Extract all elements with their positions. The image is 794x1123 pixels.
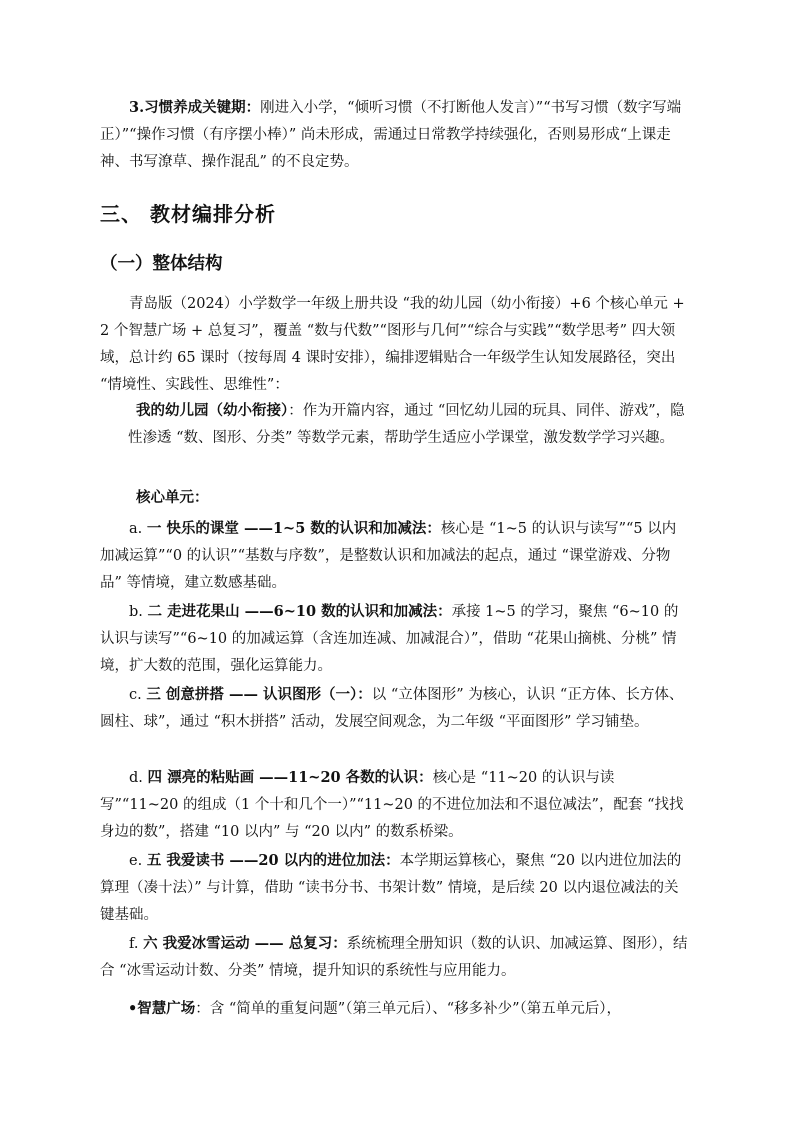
unit-f-paragraph	[100, 930, 690, 985]
subsection-heading-3-1: （一）整体结构	[100, 254, 223, 274]
unit-b-lead: 二 走进花果山 ——6~10 数的认识和加减法：	[147, 603, 452, 620]
habit-paragraph-lead: 3.习惯养成关键期：	[129, 99, 261, 116]
unit-d-paragraph	[100, 764, 690, 846]
kindergarten-paragraph-text: ：作为开篇内容，通过 “回忆幼儿园的玩具、同伴、游戏”，隐性渗透 “数、图形、分类” 等数学元素，帮助学生适应小学课堂，激发数学学习兴趣。	[128, 403, 685, 446]
unit-c-marker: c.	[129, 687, 147, 703]
unit-d-marker: d.	[129, 770, 148, 786]
unit-a-marker: a.	[129, 521, 147, 537]
unit-d-lead: 四 漂亮的粘贴画 ——11~20 各数的认识：	[147, 769, 433, 786]
overview-paragraph-text: 青岛版（2024）小学数学一年级上册共设 “我的幼儿园（幼小衔接）+6 个核心单元 + 2 个智慧广场 + 总复习”，覆盖 “数与代数”“图形与几何”“综合与实践”“数学思考” 四大领域，总计约 65 课时（按每周 4 课时安排），编排逻辑贴合一年级学生认知发展路径，突出 “情境性、实践性、思维性”：	[100, 296, 685, 393]
core-units-label	[100, 484, 690, 511]
unit-e-lead: 五 我爱读书 ——20 以内的进位加法：	[146, 852, 400, 869]
kindergarten-paragraph-lead: 我的幼儿园（幼小衔接）	[136, 402, 289, 419]
wisdom-paragraph	[100, 995, 690, 1023]
habit-paragraph-text: 刚进入小学，“倾听习惯（不打断他人发言）”“书写习惯（数字写端正）”“操作习惯（有序摆小棒）” 尚未形成，需通过日常教学持续强化，否则易形成“上课走神、书写潦草、操作混乱” 的不良定势。	[100, 100, 682, 170]
unit-b-text: 承接 1~5 的学习，聚焦 “6~10 的认识与读写”“6~10 的加减运算（含连加连减、加减混合）”，借助 “花果山摘桃、分桃” 情境，扩大数的范围，强化运算能力。	[100, 604, 679, 674]
unit-f-text: 系统梳理全册知识（数的认识、加减运算、图形），结合 “冰雪运动计数、分类” 情境，提升知识的系统性与应用能力。	[100, 936, 688, 979]
kindergarten-paragraph	[100, 397, 690, 452]
unit-b-marker: b.	[129, 604, 148, 620]
wisdom-paragraph-text: ：含 “简单的重复问题”（第三单元后）、“移多补少”（第五单元后），	[195, 1001, 622, 1017]
unit-c-paragraph	[100, 681, 690, 736]
unit-a-text: 核心是 “1~5 的认识与读写”“5 以内加减运算”“0 的认识”“基数与序数”，是整数认识和加减法的起点，通过 “课堂游戏、分物品” 等情境，建立数感基础。	[100, 521, 677, 591]
unit-e-text: 本学期运算核心，聚焦 “20 以内进位加法的算理（凑十法）” 与计算，借助 “读书分书、书架计数” 情境，是后续 20 以内退位减法的关键基础。	[100, 853, 682, 923]
unit-f-marker: f.	[129, 936, 144, 952]
habit-paragraph	[100, 94, 690, 176]
overview-paragraph	[100, 291, 690, 399]
unit-c-text: 以 “立体图形” 为核心，认识 “正方体、长方体、圆柱、球”，通过 “积木拼搭” 活动，发展空间观念，为二年级 “平面图形” 学习铺垫。	[100, 687, 684, 730]
unit-c-lead: 三 创意拼搭 —— 认识图形（一）：	[146, 686, 372, 703]
unit-e-paragraph	[100, 847, 690, 929]
wisdom-paragraph-lead: •智慧广场	[128, 1000, 196, 1017]
core-units-label-text: 核心单元：	[136, 489, 209, 506]
unit-d-text: 核心是 “11~20 的认识与读写”“11~20 的组成（1 个十和几个一）”“11~20 的不进位加法和不退位减法”，配套 “找找身边的数”，搭建 “10 以内” 与 “20 以内” 的数系桥梁。	[100, 770, 684, 840]
section-heading-3: 三、 教材编排分析	[100, 202, 276, 226]
unit-e-marker: e.	[129, 853, 147, 869]
unit-a-paragraph	[100, 515, 690, 597]
unit-b-paragraph	[100, 598, 690, 680]
unit-a-lead: 一 快乐的课堂 ——1~5 数的认识和加减法：	[146, 520, 441, 537]
unit-f-lead: 六 我爱冰雪运动 —— 总复习：	[143, 935, 347, 952]
